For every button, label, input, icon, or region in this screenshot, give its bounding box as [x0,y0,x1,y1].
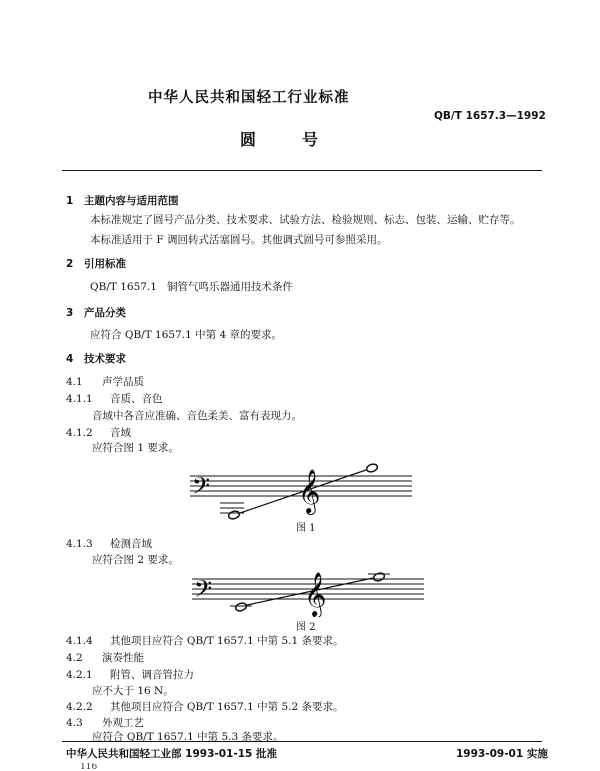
effective-date: 1993-09-01 实施 [456,748,548,760]
clause-4-1-2 [66,426,131,440]
clause-number: 4.1 [66,376,83,388]
section-number: 2 [66,258,74,270]
section-1-heading [66,193,179,208]
clause-title: 附管、调音管拉力 [110,669,194,681]
reference-standard [90,280,293,294]
section-4-heading [66,351,126,366]
clause-4-2 [66,651,144,665]
clause-number: 4.1.3 [66,538,93,550]
clause-number: 4.3 [66,717,83,729]
clause-number: 4.1.1 [66,393,93,405]
figure-2-test-range-staff [182,565,432,617]
clause-4-1-3 [66,537,152,551]
document-title: 圆号 [240,130,365,149]
figure-1-caption: 图 1 [296,523,316,534]
clause-number: 4.2 [66,652,83,664]
clause-number: 4.2.1 [66,669,93,681]
page-number: 116 [80,763,98,771]
clause-text: 其他项目应符合 QB/T 1657.1 中第 5.1 条要求。 [110,635,344,647]
section-number: 4 [66,353,74,365]
section-3-heading [66,305,126,320]
clause-4-1-1 [66,392,163,406]
figure-2-caption: 图 2 [296,622,316,633]
section-number: 1 [66,195,74,207]
clause-title: 检测音域 [110,538,152,550]
svg-text:𝄢: 𝄢 [192,472,211,505]
figure-1-range-staff [180,462,420,524]
section-title: 技术要求 [84,353,126,365]
clause-text: 其他项目应符合 QB/T 1657.1 中第 5.2 条要求。 [110,701,344,713]
clause-title: 外观工艺 [102,717,144,729]
clause-number: 4.2.2 [66,701,93,713]
top-rule [62,170,542,171]
section-title: 主题内容与适用范围 [84,195,179,207]
clause-title: 声学品质 [102,376,144,388]
svg-text:𝄞: 𝄞 [304,572,327,616]
clause-title: 音域 [110,427,131,439]
section-number: 3 [66,307,74,319]
reference-code: QB/T 1657.1 [90,281,157,293]
bottom-rule [62,741,542,742]
clause-4-1-4 [66,634,344,648]
section-3-para: 应符合 QB/T 1657.1 中第 4 章的要求。 [90,329,282,341]
clause-4-3 [66,716,144,730]
section-1-para-2: 本标准适用于 F 调回转式活塞圆号。其他调式圆号可参照采用。 [90,234,388,246]
clause-4-3-text: 应符合 QB/T 1657.1 中第 5.3 条要求。 [92,731,284,743]
clause-4-1-2-text: 应符合图 1 要求。 [92,442,179,454]
clause-4-1-1-text: 音域中各音应准确、音色柔美、富有表现力。 [92,410,302,422]
clause-4-2-1 [66,668,194,682]
svg-text:𝄞: 𝄞 [298,469,321,513]
reference-title: 铜管气鸣乐器通用技术条件 [166,281,293,293]
svg-text:𝄢: 𝄢 [194,575,213,608]
clause-4-1-3-text: 应符合图 2 要求。 [92,554,179,566]
clause-4-2-2 [66,700,344,714]
section-2-heading [66,256,126,271]
clause-title: 演奏性能 [102,652,144,664]
clause-number: 4.1.2 [66,427,93,439]
section-1-para-1: 本标准规定了圆号产品分类、技术要求、试验方法、检验规则、标志、包装、运输、贮存等。 [90,214,521,226]
section-title: 引用标准 [84,258,126,270]
section-title: 产品分类 [84,307,126,319]
clause-4-1 [66,375,144,389]
clause-number: 4.1.4 [66,635,93,647]
standard-code: QB/T 1657.3—1992 [434,110,546,122]
org-title: 中华人民共和国轻工行业标准 [148,90,350,106]
clause-4-2-1-text: 应不大于 16 N。 [92,685,174,697]
clause-title: 音质、音色 [110,393,163,405]
issued-date: 中华人民共和国轻工业部 1993-01-15 批准 [66,748,277,760]
